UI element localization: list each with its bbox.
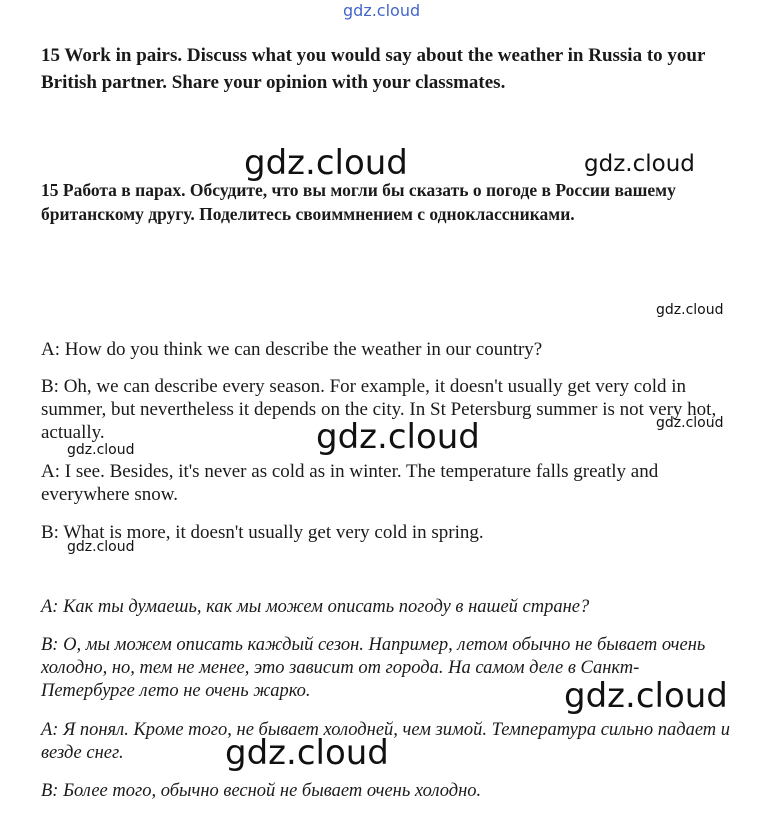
dialogue-ru-line: А: Как ты думаешь, как мы можем описать погоду в нашей стране? (41, 597, 590, 617)
task-russian: 15 Работа в парах. Обсудите, что вы могли бы сказать о погоде в России вашему британскому другу. Поделитесь своиммнением с одноклассниками. (41, 180, 676, 224)
dialogue-ru-line: А: Я понял. Кроме того, не бывает холодней, чем зимой. Температура сильно падает и везде снег. (41, 720, 731, 763)
watermark: gdz.cloud (67, 442, 135, 458)
dialogue-en-line: B: What is more, it doesn't usually get very cold in spring. (41, 522, 484, 543)
watermark: gdz.cloud (67, 539, 135, 555)
watermark: gdz.cloud (225, 733, 389, 773)
watermark: gdz.cloud (656, 415, 724, 431)
dialogue-en-line: A: How do you think we can describe the weather in our country? (41, 339, 543, 360)
watermark-top: gdz.cloud (343, 1, 421, 20)
dialogue-ru-line: В: О, мы можем описать каждый сезон. Например, летом обычно не бывает очень холодно, но, тем не менее, это зависит от города. На самом деле в Санкт-Петербурге лето не очень жарко. (41, 635, 706, 701)
watermark: gdz.cloud (244, 143, 408, 183)
dialogue-en-line: B: Oh, we can describe every season. For example, it doesn't usually get very cold in summer, but nevertheless it depends on the city. In St Petersburg summer is not very hot, actually. (41, 376, 717, 443)
dialogue-ru-line: В: Более того, обычно весной не бывает очень холодно. (41, 781, 482, 801)
dialogue-en-line: A: I see. Besides, it's never as cold as in winter. The temperature falls greatly and everywhere snow. (41, 461, 659, 505)
watermark: gdz.cloud (564, 676, 728, 716)
watermark: gdz.cloud (584, 151, 695, 177)
watermark: gdz.cloud (656, 302, 724, 318)
task-english: 15 Work in pairs. Discuss what you would say about the weather in Russia to your British partner. Share your opinion with your classmates. (41, 45, 706, 93)
watermark: gdz.cloud (316, 417, 480, 457)
